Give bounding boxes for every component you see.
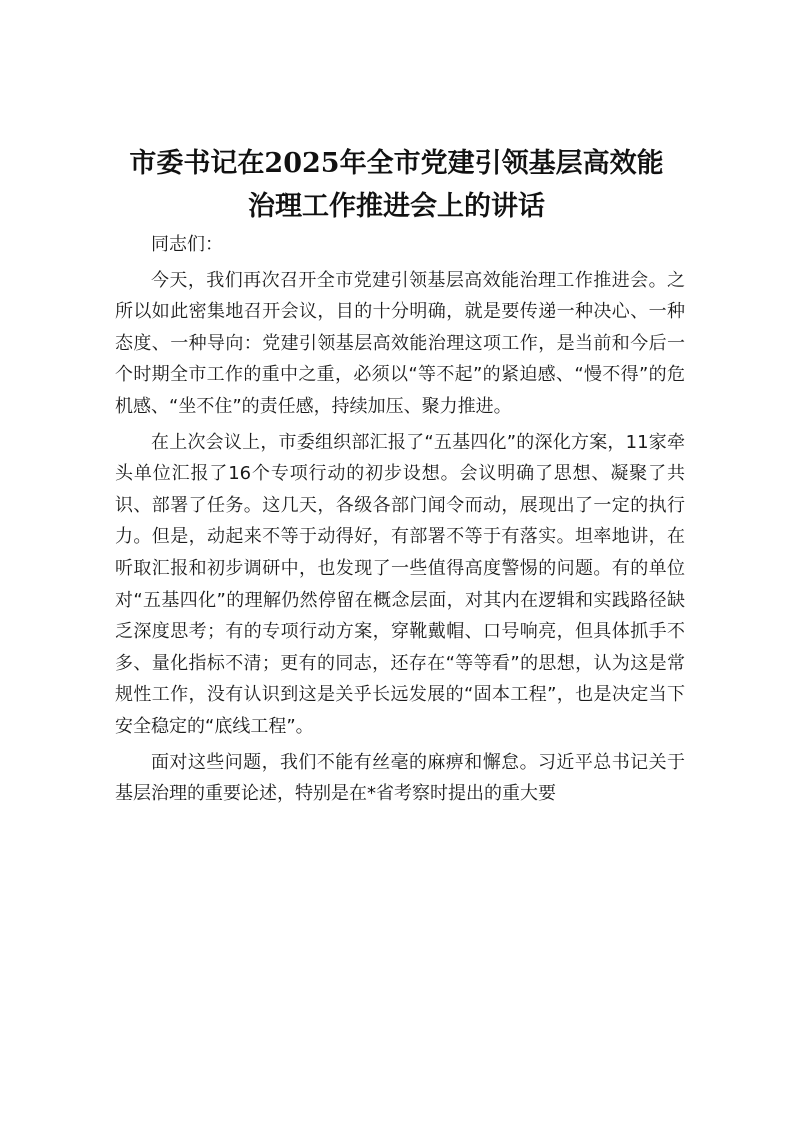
document-body: [115, 229, 685, 814]
paragraph-2: 在上次会议上，市委组织部汇报了“五基四化”的深化方案，11家牵头单位汇报了16个专项行动的初步设想。会议明确了思想、凝聚了共识、部署了任务。这几天，各级各部门闻令而动，展现出了一定的执行力。但是，动起来不等于动得好，有部署不等于有落实。坦率地讲，在听取汇报和初步调研中，也发现了一些值得高度警惕的问题。有的单位对“五基四化”的理解仍然停留在概念层面，对其内在逻辑和实践路径缺乏深度思考；有的专项行动方案，穿靴戴帽、口号响亮，但具体抓手不多、量化指标不清；更有的同志，还存在“等等看”的思想，认为这是常规性工作，没有认识到这是关乎长远发展的“固本工程”，也是决定当下安全稳定的“底线工程”。: [115, 431, 685, 737]
title-line-1: 市委书记在2025年全市党建引领基层高效能: [129, 148, 664, 179]
document-title: [100, 142, 693, 228]
paragraph-3: 面对这些问题，我们不能有丝毫的麻痹和懈怠。习近平总书记关于基层治理的重要论述，特别是在*省考察时提出的重大要: [115, 751, 685, 805]
salutation: 同志们：: [151, 234, 223, 255]
paragraph-1: 今天，我们再次召开全市党建引领基层高效能治理工作推进会。之所以如此密集地召开会议，目的十分明确，就是要传递一种决心、一种态度、一种导向：党建引领基层高效能治理这项工作，是当前和今后一个时期全市工作的重中之重，必须以“等不起”的紧迫感、“慢不得”的危机感、“坐不住”的责任感，持续加压、聚力推进。: [115, 269, 685, 417]
title-line-2: 治理工作推进会上的讲话: [248, 191, 545, 222]
